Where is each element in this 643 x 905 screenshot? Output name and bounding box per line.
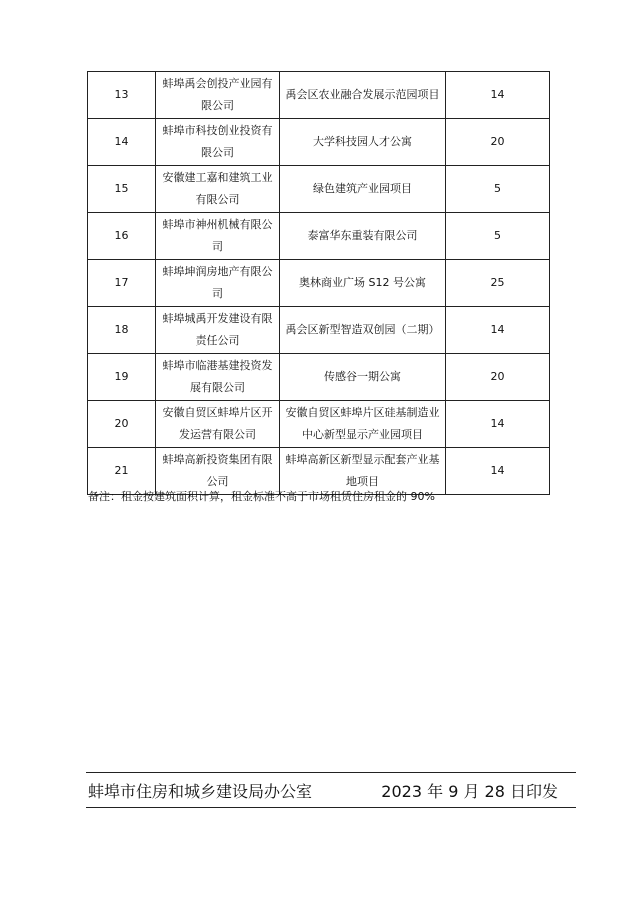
unit-count-cell-text: 14 [490,464,505,477]
project-cell-text: 蚌埠高新区新型显示配套产业基地项目 [285,453,440,488]
organization-cell-text: 蚌埠市临港基建投资发展有限公司 [162,359,273,394]
unit-count-cell [446,166,550,213]
unit-count-cell-text: 25 [490,276,505,289]
footer-bottom-rule [86,807,576,808]
unit-count-cell-text: 14 [490,88,505,101]
unit-count-cell [446,119,550,166]
row-number-cell-text: 14 [114,135,129,148]
unit-count-cell [446,213,550,260]
unit-count-cell [446,354,550,401]
table-row [88,119,550,166]
unit-count-cell-text: 20 [490,370,505,383]
organization-cell [156,401,280,448]
project-cell [280,119,446,166]
row-number-cell-text: 17 [114,276,129,289]
row-number-cell [88,307,156,354]
organization-cell [156,72,280,119]
footer-issuer: 蚌埠市住房和城乡建设局办公室 [88,782,313,801]
row-number-cell [88,166,156,213]
organization-cell [156,260,280,307]
row-number-cell [88,72,156,119]
organization-cell-text: 安徽自贸区蚌埠片区开发运营有限公司 [162,406,273,441]
row-number-cell [88,401,156,448]
project-cell [280,72,446,119]
project-cell-text: 绿色建筑产业园项目 [313,182,412,195]
project-cell [280,260,446,307]
row-number-cell [88,213,156,260]
table-body [88,72,550,495]
project-cell-text: 传感谷一期公寓 [324,370,401,383]
footer-top-rule [86,772,576,773]
project-cell [280,166,446,213]
footer-date: 2023 年 9 月 28 日印发 [381,782,558,801]
table-row [88,166,550,213]
row-number-cell-text: 19 [114,370,129,383]
project-cell [280,401,446,448]
project-cell-text: 安徽自贸区蚌埠片区硅基制造业中心新型显示产业园项目 [285,406,440,441]
table-row [88,213,550,260]
unit-count-cell-text: 20 [490,135,505,148]
table-note: 备注：租金按建筑面积计算，租金标准不高于市场租赁住房租金的 90% [88,490,435,503]
organization-cell-text: 蚌埠高新投资集团有限公司 [162,453,273,488]
row-number-cell-text: 13 [114,88,129,101]
organization-cell-text: 蚌埠坤润房地产有限公司 [162,265,273,300]
unit-count-cell [446,72,550,119]
project-cell-text: 奥林商业广场 S12 号公寓 [299,276,426,289]
table-row [88,401,550,448]
unit-count-cell-text: 14 [490,323,505,336]
organization-cell [156,213,280,260]
unit-count-cell [446,401,550,448]
project-cell [280,354,446,401]
row-number-cell [88,260,156,307]
organization-cell [156,354,280,401]
row-number-cell-text: 18 [114,323,129,336]
project-cell-text: 禹会区新型智造双创园（二期） [285,323,440,336]
table-row [88,307,550,354]
row-number-cell [88,354,156,401]
unit-count-cell-text: 14 [490,417,505,430]
row-number-cell-text: 16 [114,229,129,242]
table-row [88,72,550,119]
organization-cell-text: 蚌埠禹会创投产业园有限公司 [162,77,273,112]
organization-cell [156,307,280,354]
project-cell-text: 泰富华东重装有限公司 [307,229,418,242]
project-cell-text: 禹会区农业融合发展示范园项目 [285,88,440,101]
project-cell [280,213,446,260]
row-number-cell-text: 15 [114,182,129,195]
project-cell-text: 大学科技园人才公寓 [313,135,412,148]
project-cell [280,307,446,354]
organization-cell [156,166,280,213]
row-number-cell-text: 20 [114,417,129,430]
table-row [88,260,550,307]
row-number-cell-text: 21 [114,464,129,477]
unit-count-cell-text: 5 [494,229,501,242]
organization-cell-text: 蚌埠市科技创业投资有限公司 [162,124,273,159]
organization-cell [156,119,280,166]
unit-count-cell [446,307,550,354]
organization-cell-text: 蚌埠城禹开发建设有限责任公司 [162,312,273,347]
table-row [88,354,550,401]
organization-cell-text: 安徽建工嘉和建筑工业有限公司 [162,171,273,206]
unit-count-cell [446,260,550,307]
organization-cell-text: 蚌埠市神州机械有限公司 [162,218,273,253]
housing-table [87,71,550,495]
unit-count-cell-text: 5 [494,182,501,195]
row-number-cell [88,119,156,166]
